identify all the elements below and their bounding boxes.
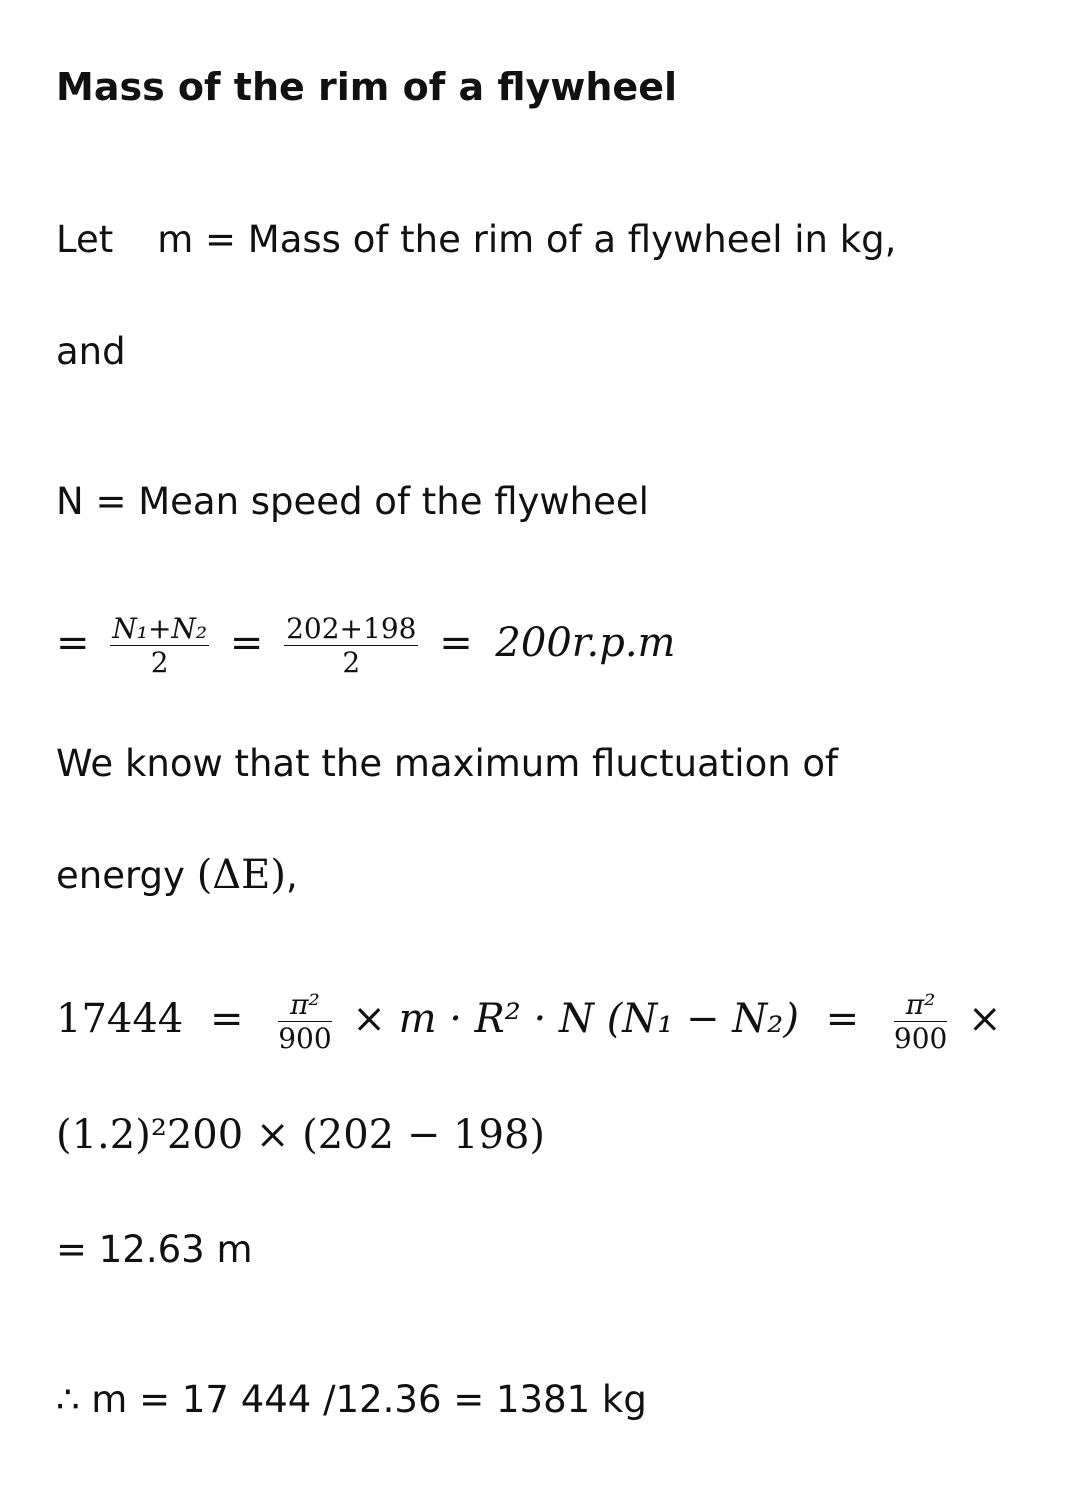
fraction-n1-n2 (110, 614, 209, 678)
equals-sign: = (229, 619, 264, 666)
let-line (56, 218, 897, 261)
equation-middle: × m · R² · N (N₁ − N₂) (352, 995, 799, 1042)
fraction-denominator: 2 (150, 646, 169, 680)
fraction-denominator: 900 (893, 1022, 948, 1056)
mean-speed-line: N = Mean speed of the flywheel (56, 480, 649, 523)
equals-sign: = (209, 995, 244, 1042)
fraction-denominator: 2 (342, 646, 361, 680)
energy-line (56, 852, 298, 898)
energy-word: energy (56, 854, 197, 897)
times-sign: × (968, 995, 1002, 1042)
fraction-numerator: π² (278, 990, 331, 1022)
energy-comma: , (285, 854, 298, 897)
fraction-values (284, 614, 418, 678)
know-line: We know that the maximum fluctuation of (56, 742, 839, 785)
let-word: Let (56, 218, 114, 261)
mean-speed-result: 200r.p.m (495, 619, 676, 666)
main-equation (56, 990, 1002, 1054)
and-line: and (56, 330, 126, 373)
delta-e-symbol: (ΔE) (196, 852, 286, 898)
page-title: Mass of the rim of a flywheel (56, 65, 678, 109)
fraction-numerator: π² (894, 990, 947, 1022)
final-answer-line: ∴ m = 17 444 /12.36 = 1381 kg (56, 1378, 647, 1421)
fraction-pi-squared (894, 990, 947, 1054)
fraction-numerator: N₁+N₂ (112, 612, 208, 645)
fraction-pi-squared (278, 990, 331, 1054)
result-line: = 12.63 m (56, 1228, 253, 1271)
equals-sign: = (56, 619, 90, 666)
mean-speed-equation (56, 614, 675, 678)
equation-continuation: (1.2)²200 × (202 − 198) (56, 1112, 546, 1158)
energy-value: 17444 (56, 995, 184, 1042)
mass-definition: m = Mass of the rim of a flywheel in kg, (157, 218, 897, 261)
equals-sign: = (825, 995, 860, 1042)
fraction-denominator: 900 (278, 1022, 332, 1056)
fraction-numerator: 202+198 (286, 612, 417, 645)
equals-sign: = (439, 619, 473, 666)
